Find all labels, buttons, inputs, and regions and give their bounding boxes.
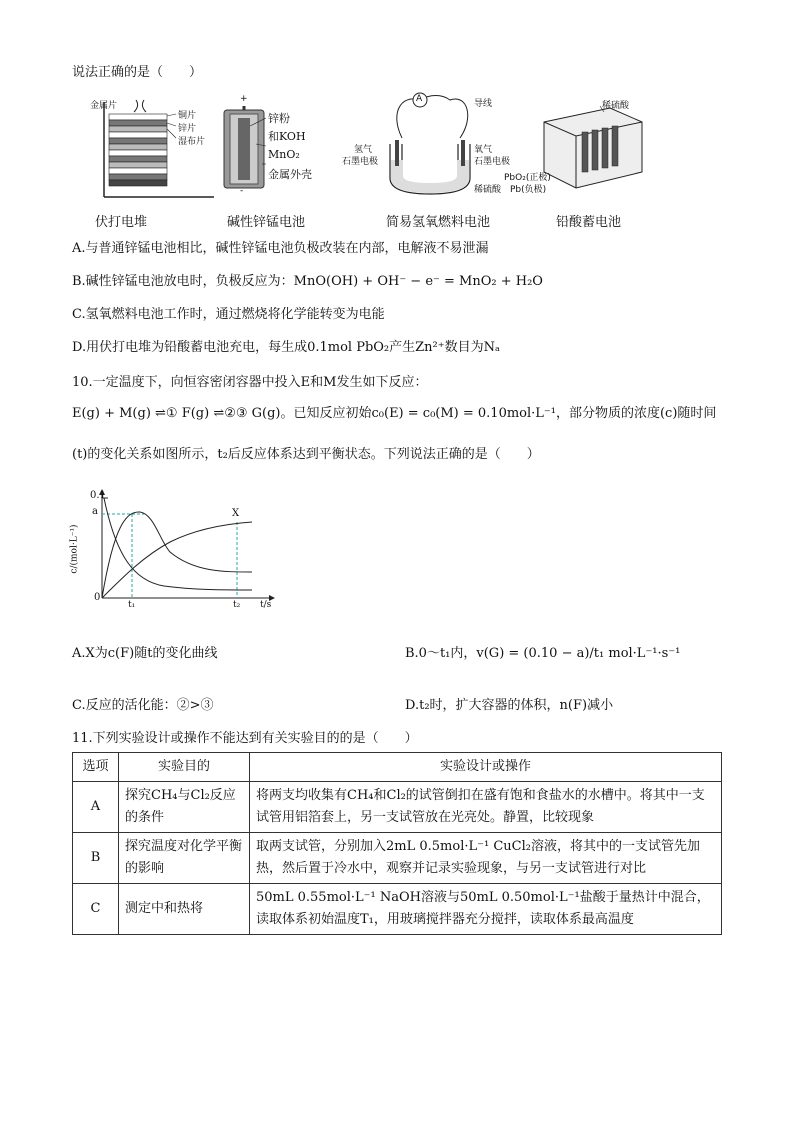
- row-c-operation: 50mL 0.55mol·L⁻¹ NaOH溶液与50mL 0.50mol·L⁻¹盐酸于量热计中混合，读取体系初始温度T₁，用玻璃搅拌器充分搅拌，读取体系最高温度: [250, 884, 722, 935]
- label-graphite-left: 石墨电极: [342, 157, 379, 167]
- caption-alkaline-battery: 碱性锌锰电池: [227, 215, 306, 230]
- q9-stem: 说法正确的是（ ）: [72, 65, 203, 80]
- label-zinc: 锌片: [178, 124, 197, 134]
- row-b-option: B: [73, 833, 119, 884]
- x-axis-label: t/s: [260, 600, 272, 610]
- curve-x-label: X: [232, 508, 240, 519]
- table-row: [73, 884, 722, 935]
- concentration-time-plot: [74, 486, 284, 616]
- y-tick-a: a: [92, 506, 98, 517]
- y-axis-label: c/(mol·L⁻¹): [69, 524, 80, 574]
- q10-option-a: A.X为c(F)随t的变化曲线: [72, 646, 218, 661]
- q10-option-c: C.反应的活化能：②>③: [72, 698, 214, 713]
- q10-stem-line2: E(g) + M(g) ⇌① F(g) ⇌②③ G(g)。已知反应初始c₀(E) = c₀(M) = 0.10mol·L⁻¹，部分物质的浓度(c)随时间: [72, 406, 717, 421]
- row-a-operation: 将两支均收集有CH₄和Cl₂的试管倒扣在盛有饱和食盐水的水槽中。将其中一支试管用铝箔套上，另一支试管放在光亮处。静置，比较现象: [250, 782, 722, 833]
- q9-option-b: B.碱性锌锰电池放电时，负极反应为：MnO(OH) + OH⁻ − e⁻ = MnO₂ + H₂O: [72, 274, 543, 289]
- q9-option-d: D.用伏打电堆为铅酸蓄电池充电，每生成0.1mol PbO₂产生Zn²⁺数目为Nₐ: [72, 340, 501, 355]
- x-tick-t2: t₂: [233, 600, 241, 610]
- q9-option-a: A.与普通锌锰电池相比，碱性锌锰电池负极改装在内部，电解液不易泄漏: [72, 241, 489, 256]
- lead-acid-figure: [504, 92, 650, 202]
- q10-stem-line1: 10.一定温度下，向恒容密闭容器中投入E和M发生如下反应：: [72, 375, 428, 390]
- y-tick-top: 0.1: [90, 490, 106, 501]
- label-wet-cloth: 湿布片: [178, 137, 206, 147]
- caption-voltaic-pile: 伏打电堆: [95, 215, 148, 230]
- alkaline-battery-figure: [220, 94, 350, 200]
- label-copper: 铜片: [178, 111, 197, 121]
- voltaic-pile-figure: [84, 92, 224, 202]
- label-zinc-powder: 锌粉: [268, 112, 290, 125]
- caption-fuel-cell: 简易氢氧燃料电池: [386, 215, 491, 230]
- x-tick-t1: t₁: [128, 600, 136, 610]
- q10-stem-line3: (t)的变化关系如图所示，t₂后反应体系达到平衡状态。下列说法正确的是（ ）: [72, 447, 540, 462]
- row-c-goal: 测定中和热将: [119, 884, 250, 935]
- row-c-option: C: [73, 884, 119, 935]
- label-mno2: MnO₂: [268, 148, 300, 161]
- table-row: [73, 782, 722, 833]
- label-wire: 导线: [474, 99, 493, 109]
- label-dilute-acid: 稀硫酸: [474, 185, 502, 195]
- header-option: 选项: [73, 753, 119, 782]
- row-b-goal: 探究温度对化学平衡的影响: [119, 833, 250, 884]
- label-acid: 稀硫酸: [602, 101, 630, 111]
- origin-label: 0: [94, 592, 101, 603]
- label-pb: Pb(负极): [510, 185, 547, 195]
- table-row: [73, 833, 722, 884]
- label-graphite-right: 石墨电极: [474, 157, 511, 167]
- label-pbo2: PbO₂(正极): [504, 173, 551, 183]
- row-b-operation: 取两支试管，分别加入2mL 0.5mol·L⁻¹ CuCl₂溶液，将其中的一支试管先加热，然后置于冷水中，观察并记录实验现象，与另一支试管进行对比: [250, 833, 722, 884]
- label-hydrogen: 氢气: [354, 145, 373, 155]
- row-a-goal: 探究CH₄与Cl₂反应的条件: [119, 782, 250, 833]
- concentration-time-graph: [69, 486, 284, 616]
- label-ammeter: A: [416, 94, 423, 104]
- label-oxygen: 氧气: [474, 145, 493, 155]
- caption-lead-acid: 铅酸蓄电池: [556, 215, 622, 230]
- label-metal-sheet: 金属片: [90, 101, 118, 111]
- q11-stem: 11.下列实验设计或操作不能达到有关实验目的的是（ ）: [72, 731, 418, 746]
- fuel-cell-figure: [342, 84, 511, 202]
- label-minus: -: [240, 186, 244, 196]
- q9-option-c: C.氢氧燃料电池工作时，通过燃烧将化学能转变为电能: [72, 307, 385, 322]
- q10-option-d: D.t₂时，扩大容器的体积，n(F)减小: [405, 698, 614, 713]
- header-goal: 实验目的: [119, 753, 250, 782]
- label-plus: +: [240, 94, 248, 104]
- header-operation: 实验设计或操作: [250, 753, 722, 782]
- q11-experiment-table: [72, 752, 722, 935]
- table-header-row: [73, 753, 722, 782]
- q10-option-b: B.0～t₁内，v(G) = (0.10 − a)/t₁ mol·L⁻¹·s⁻¹: [405, 646, 681, 661]
- label-koh: 和KOH: [268, 130, 306, 143]
- label-metal-shell: 金属外壳: [268, 168, 312, 181]
- row-a-option: A: [73, 782, 119, 833]
